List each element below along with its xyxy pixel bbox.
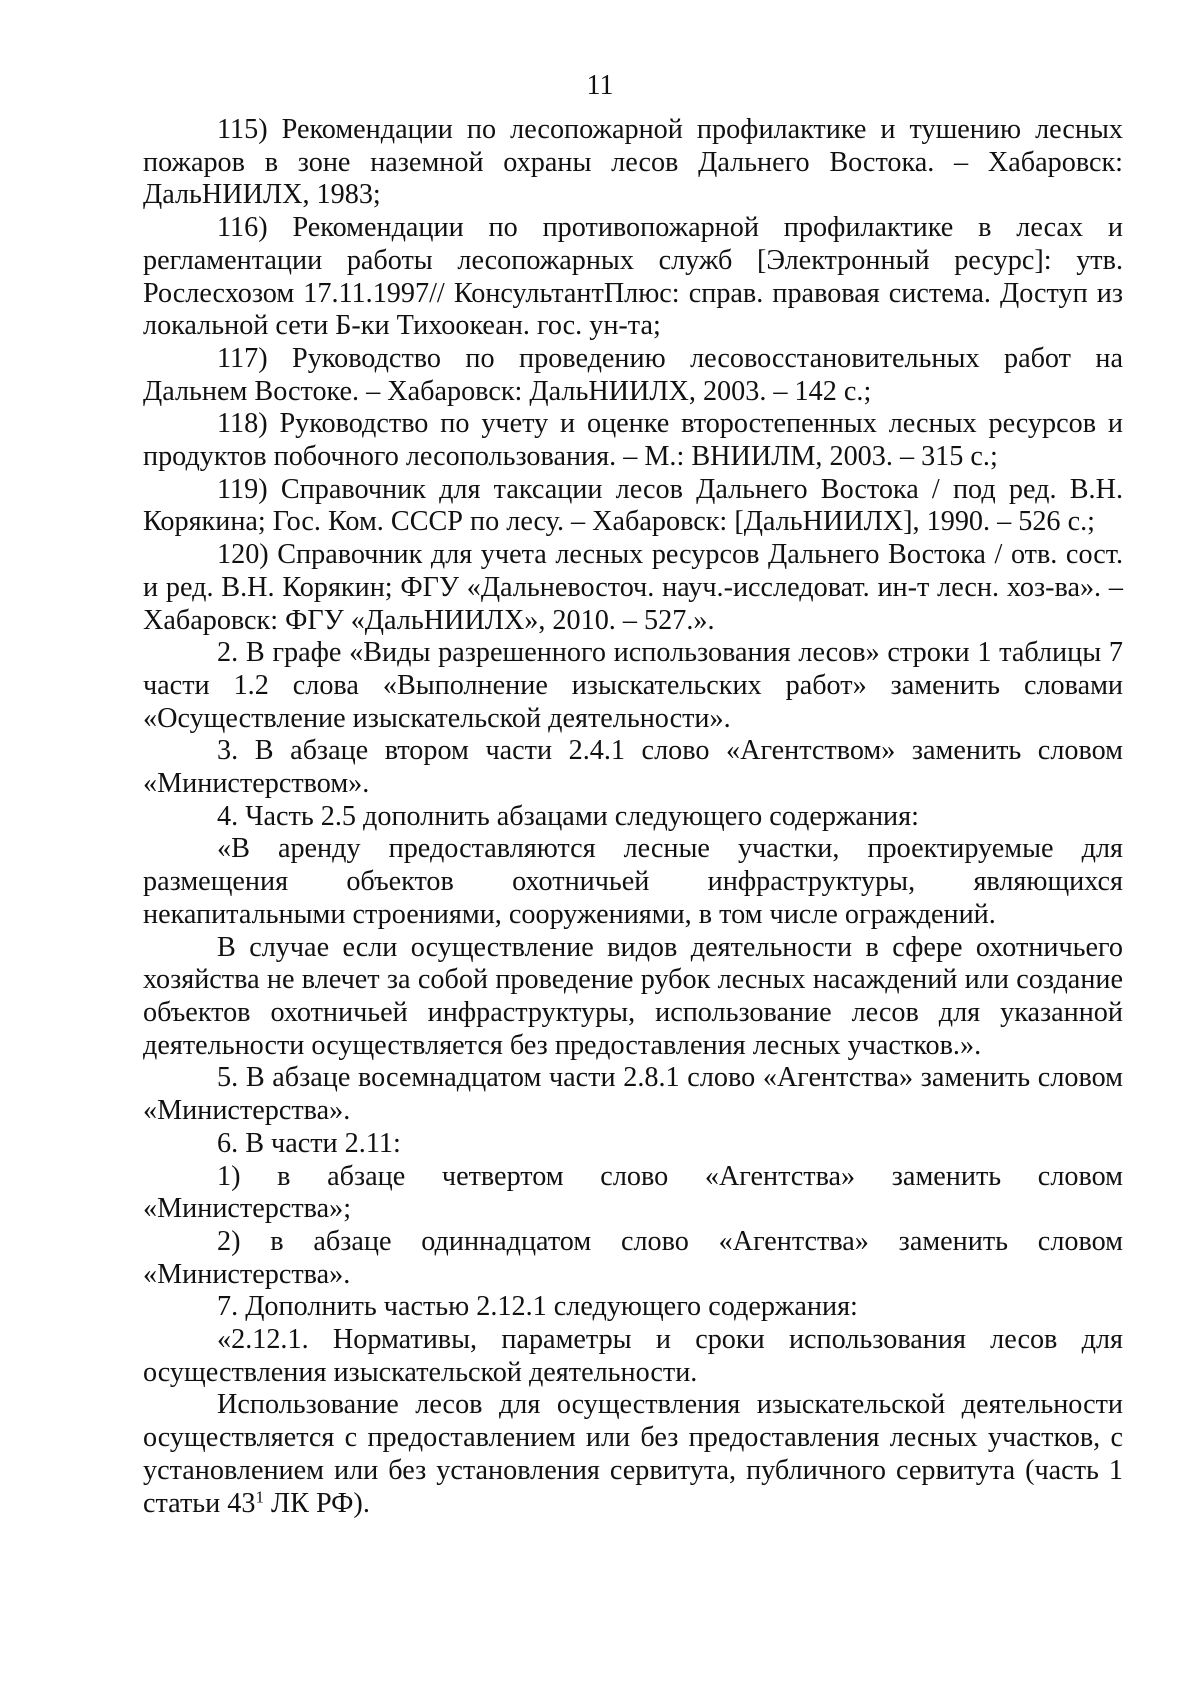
amendment-item-4-quote-2: В случае если осуществление видов деятельности в сфере охотничьего хозяйства не влечет за собой проведение рубок лесных насаждений или создание объектов охотничьей инфраструктуры, использование лесов для указанной деятельности осуществляется без предоставления лесных участков.». <box>143 931 1123 1061</box>
reference-116: 116) Рекомендации по противопожарной профилактике в лесах и регламентации работы лесопожарных служб [Электронный ресурс]: утв. Рослесхозом 17.11.1997// КонсультантПлюс: справ. правовая система. Доступ из локальной сети Б-ки Тихоокеан. гос. ун-та; <box>143 212 1123 342</box>
amendment-item-3: 3. В абзаце втором части 2.4.1 слово «Агентством» заменить словом «Министерством». <box>143 735 1123 800</box>
reference-118: 118) Руководство по учету и оценке второстепенных лесных ресурсов и продуктов побочного лесопользования. – М.: ВНИИЛМ, 2003. – 315 с.; <box>143 408 1123 473</box>
reference-117: 117) Руководство по проведению лесовосстановительных работ на Дальнем Востоке. – Хабаровск: ДальНИИЛХ, 2003. – 142 с.; <box>143 342 1123 407</box>
amendment-item-7-quote-2 <box>143 1389 1123 1520</box>
reference-120: 120) Справочник для учета лесных ресурсов Дальнего Востока / отв. сост. и ред. В.Н. Корякин; ФГУ «Дальневосточ. науч.-исследоват. ин-т лесн. хоз-ва». – Хабаровск: ФГУ «ДальНИИЛХ», 2010. – 527.». <box>143 539 1123 636</box>
text-before-superscript: Использование лесов для осуществления изыскательской деятельности осуществляется с предоставлением или без предоставления лесных участков, с установлением или без установления сервитута, публичного сервитута (часть 1 статьи 43 <box>143 1389 1123 1519</box>
amendment-item-6-sub-1: 1) в абзаце четвертом слово «Агентства» заменить словом «Министерства»; <box>143 1160 1123 1225</box>
amendment-item-6-sub-2: 2) в абзаце одиннадцатом слово «Агентства» заменить словом «Министерства». <box>143 1225 1123 1290</box>
amendment-item-4-quote-1: «В аренду предоставляются лесные участки, проектируемые для размещения объектов охотничьей инфраструктуры, являющихся некапитальными строениями, сооружениями, в том числе ограждений. <box>143 833 1123 930</box>
amendment-item-7-quote-1: «2.12.1. Нормативы, параметры и сроки использования лесов для осуществления изыскательской деятельности. <box>143 1324 1123 1388</box>
amendment-item-4: 4. Часть 2.5 дополнить абзацами следующего содержания: <box>217 800 919 832</box>
reference-119: 119) Справочник для таксации лесов Дальнего Востока / под ред. В.Н. Корякина; Гос. Ком. СССР по лесу. – Хабаровск: [ДальНИИЛХ], 1990. – 526 с.; <box>143 473 1123 538</box>
reference-115: 115) Рекомендации по лесопожарной профилактике и тушению лесных пожаров в зоне наземной охраны лесов Дальнего Востока. – Хабаровск: ДальНИИЛХ, 1983; <box>143 114 1123 211</box>
document-body <box>143 114 1123 1520</box>
amendment-item-6: 6. В части 2.11: <box>217 1127 401 1159</box>
amendment-item-2: 2. В графе «Виды разрешенного использования лесов» строки 1 таблицы 7 части 1.2 слова «Выполнение изыскательских работ» заменить словами «Осуществление изыскательской деятельности». <box>143 637 1123 734</box>
amendment-item-5: 5. В абзаце восемнадцатом части 2.8.1 слово «Агентства» заменить словом «Министерства». <box>143 1062 1123 1127</box>
article-superscript: 1 <box>255 1487 264 1507</box>
page-number: 11 <box>586 70 614 101</box>
amendment-item-7: 7. Дополнить частью 2.12.1 следующего содержания: <box>217 1291 858 1323</box>
text-after-superscript: ЛК РФ). <box>263 1487 370 1519</box>
